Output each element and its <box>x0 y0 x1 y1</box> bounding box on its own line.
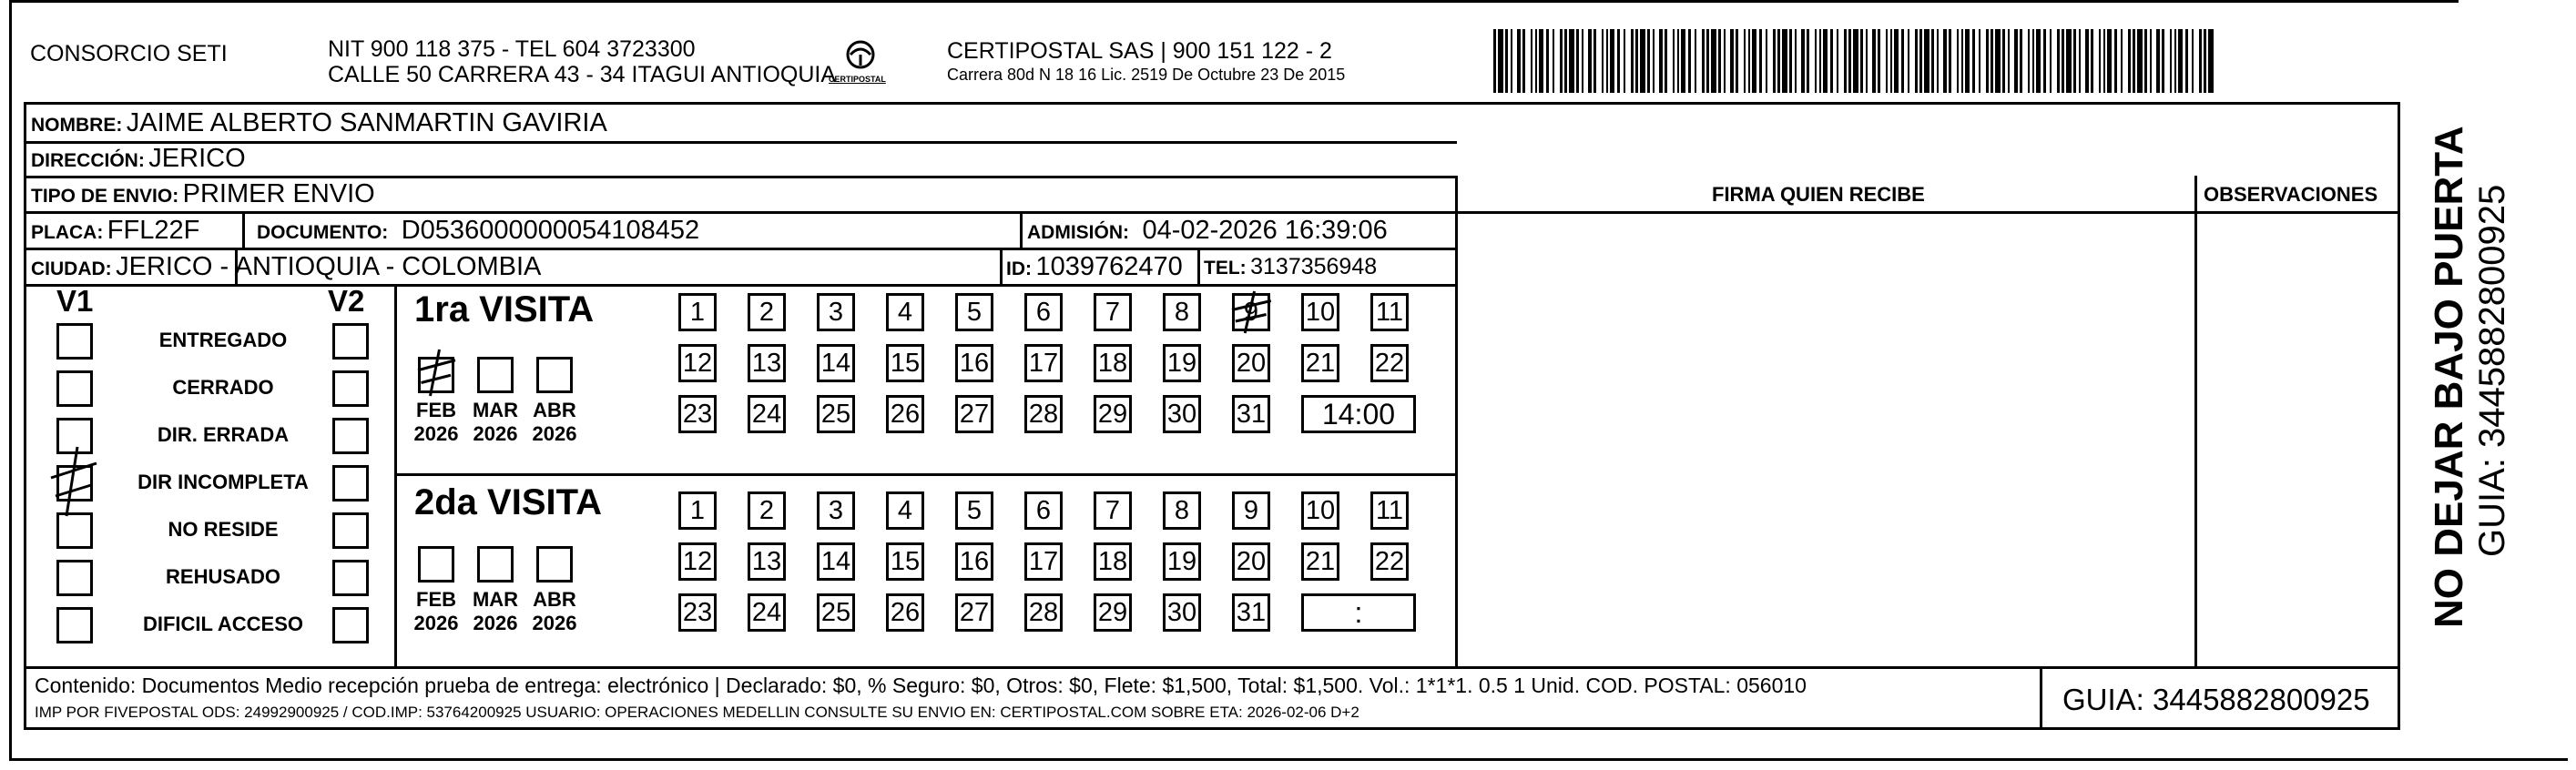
admision-value: 04-02-2026 16:39:06 <box>1142 216 1388 245</box>
month-label: ABR <box>533 588 576 611</box>
day-box[interactable]: 7 <box>1094 491 1132 530</box>
status-label: REHUSADO <box>166 565 280 588</box>
page-top-border <box>9 0 2459 3</box>
month-checkbox[interactable] <box>536 357 573 393</box>
visit2-title: 2da VISITA <box>414 482 602 522</box>
day-box[interactable]: 28 <box>1024 395 1063 433</box>
day-box[interactable]: 18 <box>1094 344 1132 382</box>
month-checkbox[interactable] <box>477 546 514 583</box>
id-label: ID: <box>1006 258 1032 279</box>
day-box[interactable]: 22 <box>1370 344 1409 382</box>
day-box[interactable]: 13 <box>748 542 786 581</box>
day-box[interactable]: 20 <box>1232 344 1270 382</box>
row-divider <box>24 284 1457 287</box>
visit-divider <box>394 473 1457 476</box>
v2-checkbox[interactable] <box>332 465 369 502</box>
time-box[interactable]: 14:00 <box>1301 395 1416 433</box>
placa-field <box>31 216 199 246</box>
v2-label: V2 <box>328 284 365 318</box>
placa-label: PLACA: <box>31 222 104 243</box>
documento-value: D0536000000054108452 <box>401 216 700 245</box>
v1-checkbox[interactable] <box>56 607 93 643</box>
tel-label: TEL: <box>1204 258 1247 279</box>
day-box[interactable]: 1 <box>678 293 717 331</box>
v1-checkbox[interactable] <box>56 512 93 549</box>
main-frame <box>24 102 2400 730</box>
day-box[interactable]: 14 <box>817 542 855 581</box>
day-box[interactable]: 5 <box>955 491 993 530</box>
day-box[interactable]: 20 <box>1232 542 1270 581</box>
day-box[interactable]: 22 <box>1370 542 1409 581</box>
day-box[interactable]: 29 <box>1094 593 1132 632</box>
v1-checkbox[interactable] <box>56 323 93 360</box>
day-box[interactable]: 25 <box>817 395 855 433</box>
nombre-value: JAIME ALBERTO SANMARTIN GAVIRIA <box>126 108 607 137</box>
row-divider <box>24 248 1457 250</box>
status-label: DIR. ERRADA <box>157 423 290 446</box>
day-box[interactable]: 21 <box>1301 344 1339 382</box>
day-box[interactable]: 12 <box>678 344 717 382</box>
day-box[interactable]: 21 <box>1301 542 1339 581</box>
day-box[interactable]: 11 <box>1370 293 1409 331</box>
id-value: 1039762470 <box>1035 252 1183 281</box>
admision-field <box>1027 216 1388 246</box>
page-left-border <box>9 0 12 760</box>
footer-divider <box>24 666 2400 669</box>
handwritten-mark <box>47 445 102 518</box>
month-label: ABR <box>533 399 576 421</box>
tel-field <box>1204 254 1377 280</box>
status-label: DIR INCOMPLETA <box>137 471 309 493</box>
v2-checkbox[interactable] <box>332 418 369 454</box>
v2-checkbox[interactable] <box>332 370 369 407</box>
day-box[interactable]: 26 <box>886 593 924 632</box>
day-box[interactable]: 16 <box>955 344 993 382</box>
day-box[interactable]: 1 <box>678 491 717 530</box>
month-year: 2026 <box>532 612 577 634</box>
documento-label: DOCUMENTO: <box>257 222 389 243</box>
day-box[interactable]: 18 <box>1094 542 1132 581</box>
day-box[interactable]: 17 <box>1024 344 1063 382</box>
visit1-title: 1ra VISITA <box>414 289 595 329</box>
v2-checkbox[interactable] <box>332 512 369 549</box>
day-box[interactable]: 11 <box>1370 491 1409 530</box>
day-box[interactable]: 9 <box>1232 293 1270 331</box>
logo-caption: CERTIPOSTAL <box>829 75 886 84</box>
row-divider <box>24 211 2400 214</box>
day-box[interactable]: 15 <box>886 542 924 581</box>
company-name: CONSORCIO SETI <box>30 41 228 66</box>
tel-value: 3137356948 <box>1250 254 1378 279</box>
month-year: 2026 <box>473 612 518 634</box>
day-box[interactable]: 23 <box>678 395 717 433</box>
month-label: FEB <box>416 588 456 611</box>
day-box[interactable]: 17 <box>1024 542 1063 581</box>
month-year: 2026 <box>473 422 518 445</box>
v1-label: V1 <box>56 284 94 318</box>
col-divider <box>1197 248 1200 284</box>
status-label: DIFICIL ACCESO <box>142 613 303 635</box>
placa-value: FFL22F <box>107 216 200 245</box>
col-divider <box>242 211 245 248</box>
day-box[interactable]: 6 <box>1024 491 1063 530</box>
footer-guia: GUIA: 3445882800925 <box>2062 683 2370 716</box>
nombre-row <box>31 108 607 138</box>
ciudad-value: JERICO - ANTIOQUIA - COLOMBIA <box>116 252 542 281</box>
ciudad-label: CIUDAD: <box>31 258 112 279</box>
certipostal-logo <box>829 36 892 91</box>
admision-label: ADMISIÓN: <box>1027 222 1129 243</box>
side-no-dejar: NO DEJAR BAJO PUERTA <box>2427 126 2471 628</box>
day-box[interactable]: 10 <box>1301 491 1339 530</box>
nit-line-2: CALLE 50 CARRERA 43 - 34 ITAGUI ANTIOQUIA <box>328 62 837 87</box>
v2-checkbox[interactable] <box>332 323 369 360</box>
col-divider <box>1455 176 1458 667</box>
month-year: 2026 <box>413 422 459 445</box>
day-box[interactable]: 8 <box>1163 293 1201 331</box>
day-box[interactable]: 30 <box>1163 395 1201 433</box>
id-field <box>1006 252 1183 282</box>
barcode <box>1493 29 2222 93</box>
col-divider <box>2194 176 2197 667</box>
v1-checkbox[interactable] <box>56 370 93 407</box>
imp-text: IMP POR FIVEPOSTAL ODS: 24992900925 / COD.IMP: 53764200925 USUARIO: OPERACIONES MEDELLIN CONSULTE SU ENVIO EN: CERTIPOSTAL.COM SOBRE ETA: 2026-02-06 D+2 <box>35 704 1359 721</box>
ciudad-field <box>31 252 541 282</box>
day-box[interactable]: 31 <box>1232 395 1270 433</box>
status-label: CERRADO <box>172 376 274 399</box>
day-box[interactable]: 2 <box>748 293 786 331</box>
day-box[interactable]: 12 <box>678 542 717 581</box>
month-checkbox[interactable] <box>418 546 454 583</box>
time-box[interactable]: : <box>1301 593 1416 632</box>
month-checkbox[interactable] <box>477 357 514 393</box>
firma-header: FIRMA QUIEN RECIBE <box>1712 183 1925 206</box>
day-box[interactable]: 19 <box>1163 542 1201 581</box>
month-label: MAR <box>472 588 519 611</box>
day-box[interactable]: 6 <box>1024 293 1063 331</box>
col-divider <box>2040 666 2042 730</box>
day-box[interactable]: 4 <box>886 491 924 530</box>
day-box[interactable]: 28 <box>1024 593 1063 632</box>
day-box[interactable]: 25 <box>817 593 855 632</box>
handwritten-mark <box>414 348 460 398</box>
observaciones-header: OBSERVACIONES <box>2204 183 2378 206</box>
v1-checkbox[interactable] <box>56 560 93 596</box>
month-checkbox[interactable] <box>536 546 573 583</box>
contenido-text: Contenido: Documentos Medio recepción prueba de entrega: electrónico | Declarado: $0, % Seguro: $0, Otros: $0, Flete: $1,500, Total: $1,500. Vol.: 1*1*1. 0.5 1 Unid. COD. POSTAL: 056010 <box>35 674 1807 697</box>
day-box[interactable]: 14 <box>817 344 855 382</box>
status-label: NO RESIDE <box>168 518 279 541</box>
day-box[interactable]: 27 <box>955 395 993 433</box>
day-box[interactable]: 26 <box>886 395 924 433</box>
direccion-value: JERICO <box>148 144 246 173</box>
tipo-value: PRIMER ENVIO <box>182 179 375 208</box>
day-box[interactable]: 29 <box>1094 395 1132 433</box>
day-box[interactable]: 2 <box>748 491 786 530</box>
day-box[interactable]: 31 <box>1232 593 1270 632</box>
handwritten-mark <box>1228 289 1276 335</box>
month-label: FEB <box>416 399 456 421</box>
month-year: 2026 <box>532 422 577 445</box>
status-label: ENTREGADO <box>158 329 288 351</box>
col-divider <box>1000 248 1003 284</box>
direccion-row <box>31 144 246 174</box>
day-box[interactable]: 5 <box>955 293 993 331</box>
day-box[interactable]: 13 <box>748 344 786 382</box>
tipo-row <box>31 179 375 209</box>
v2-checkbox[interactable] <box>332 607 369 643</box>
page-bottom-border <box>9 758 2568 761</box>
certipostal-line-2: Carrera 80d N 18 16 Lic. 2519 De Octubre 23 De 2015 <box>947 66 1346 84</box>
month-year: 2026 <box>413 612 459 634</box>
day-box[interactable]: 15 <box>886 344 924 382</box>
month-label: MAR <box>472 399 519 421</box>
day-box[interactable]: 16 <box>955 542 993 581</box>
direccion-label: DIRECCIÓN: <box>31 150 145 171</box>
day-box[interactable]: 3 <box>817 293 855 331</box>
v2-checkbox[interactable] <box>332 560 369 596</box>
col-divider <box>1020 211 1023 248</box>
day-box[interactable]: 30 <box>1163 593 1201 632</box>
documento-field <box>257 216 699 246</box>
certipostal-line-1: CERTIPOSTAL SAS | 900 151 122 - 2 <box>947 38 1332 64</box>
tipo-label: TIPO DE ENVIO: <box>31 186 179 207</box>
day-box[interactable]: 27 <box>955 593 993 632</box>
nit-line-1: NIT 900 118 375 - TEL 604 3723300 <box>328 36 696 62</box>
day-box[interactable]: 9 <box>1232 491 1270 530</box>
day-box[interactable]: 4 <box>886 293 924 331</box>
row-divider <box>24 176 1457 178</box>
day-box[interactable]: 7 <box>1094 293 1132 331</box>
day-box[interactable]: 24 <box>748 593 786 632</box>
day-box[interactable]: 10 <box>1301 293 1339 331</box>
day-box[interactable]: 19 <box>1163 344 1201 382</box>
day-box[interactable]: 3 <box>817 491 855 530</box>
day-box[interactable]: 24 <box>748 395 786 433</box>
day-box[interactable]: 8 <box>1163 491 1201 530</box>
day-box[interactable]: 23 <box>678 593 717 632</box>
nombre-label: NOMBRE: <box>31 115 123 136</box>
side-guia: GUIA: 3445882800925 <box>2472 184 2512 557</box>
